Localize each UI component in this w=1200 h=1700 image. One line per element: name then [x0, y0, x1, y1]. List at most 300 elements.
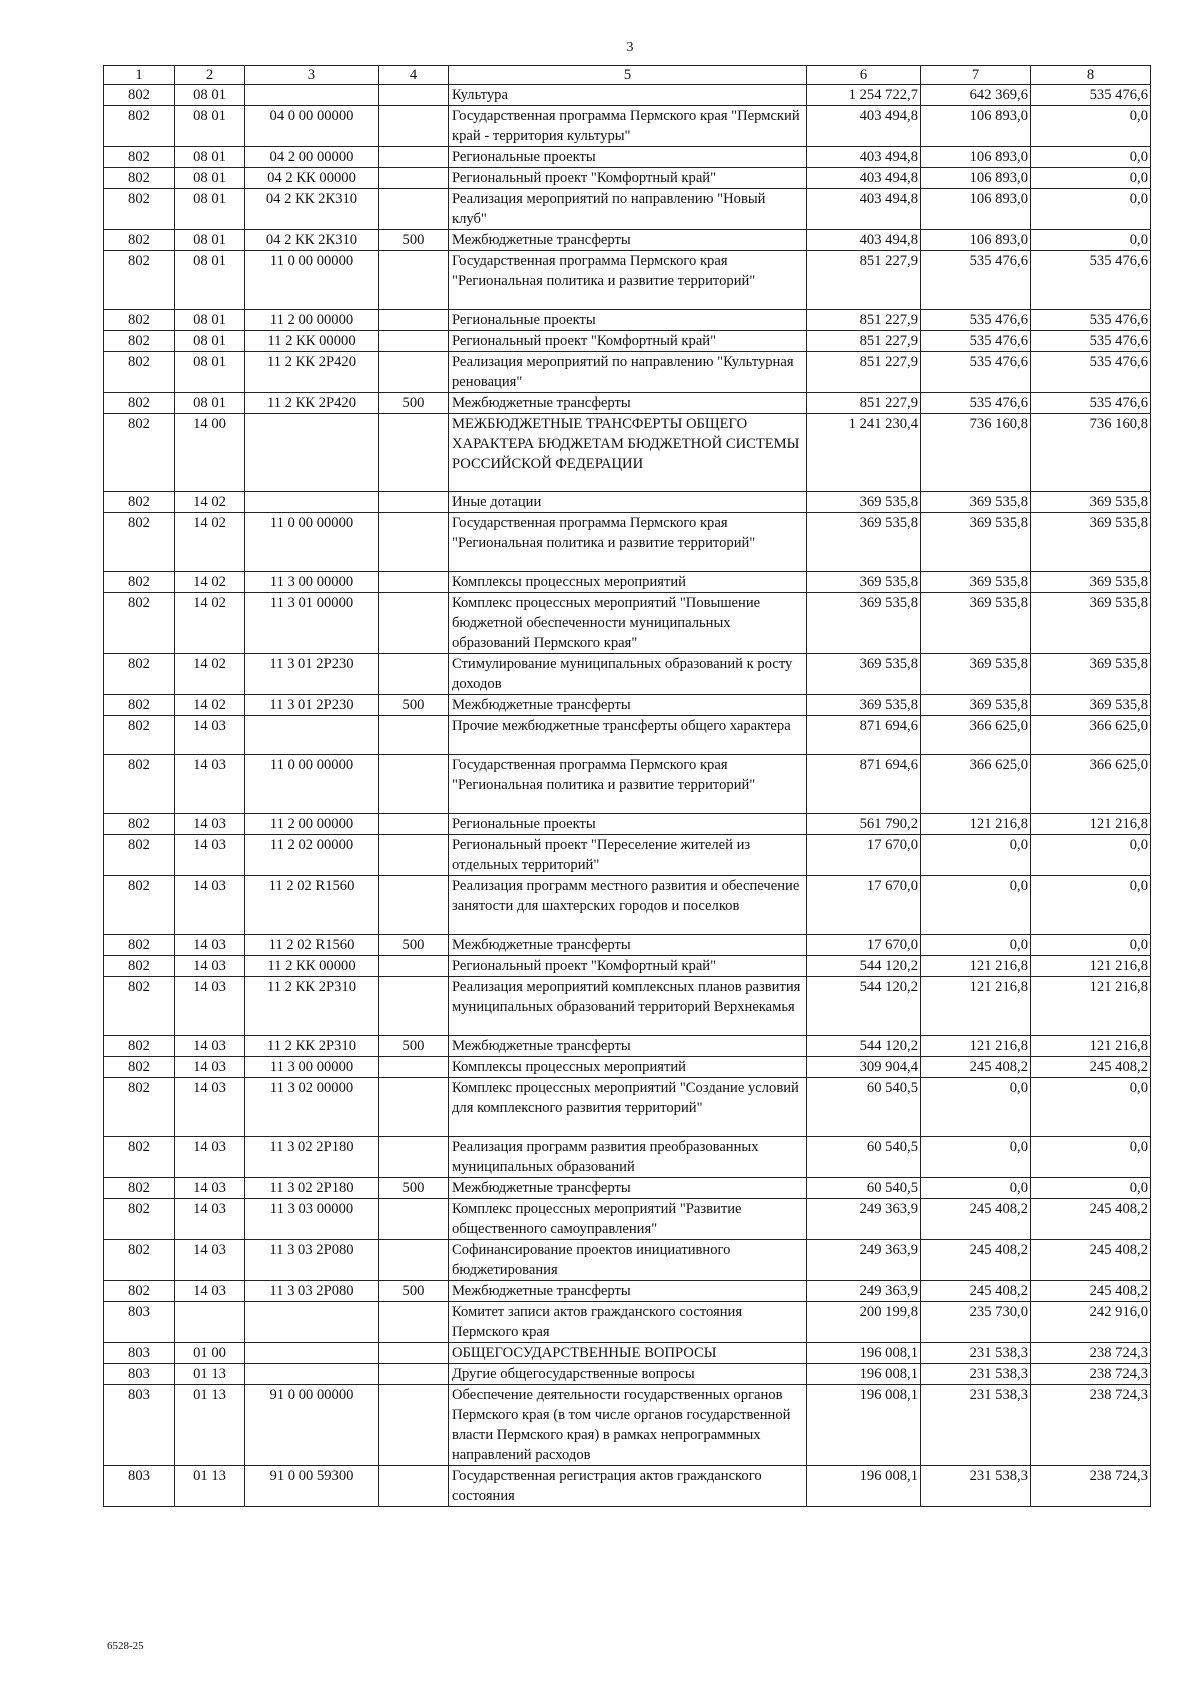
- cell-target-code: [245, 492, 379, 513]
- cell-target-code: 04 2 КК 2К310: [245, 189, 379, 230]
- cell-name: Региональный проект "Переселение жителей из отдельных территорий": [449, 835, 807, 876]
- cell-name: Государственная программа Пермского края "Региональная политика и развитие территорий": [449, 251, 807, 310]
- cell-amount-8: 0,0: [1031, 189, 1151, 230]
- cell-target-code: 11 2 02 R1560: [245, 935, 379, 956]
- cell-name: Региональные проекты: [449, 310, 807, 331]
- table-row: [104, 716, 1151, 755]
- table-row: [104, 85, 1151, 106]
- cell-amount-6: 249 363,9: [807, 1281, 921, 1302]
- cell-amount-8: 535 476,6: [1031, 393, 1151, 414]
- cell-amount-7: 235 730,0: [921, 1302, 1031, 1343]
- column-header: 1: [104, 66, 175, 85]
- cell-amount-6: 871 694,6: [807, 755, 921, 814]
- cell-name: Комплексы процессных мероприятий: [449, 1057, 807, 1078]
- cell-target-code: 11 2 00 00000: [245, 310, 379, 331]
- column-header: 2: [175, 66, 245, 85]
- cell-name: Прочие межбюджетные трансферты общего характера: [449, 716, 807, 755]
- cell-expense-type: [379, 1137, 449, 1178]
- cell-amount-7: 231 538,3: [921, 1364, 1031, 1385]
- table-row: [104, 230, 1151, 251]
- cell-target-code: 11 3 03 00000: [245, 1199, 379, 1240]
- cell-admin-code: 802: [104, 956, 175, 977]
- cell-amount-8: 535 476,6: [1031, 331, 1151, 352]
- cell-expense-type: [379, 1302, 449, 1343]
- cell-target-code: 11 3 01 00000: [245, 593, 379, 654]
- table-row: [104, 876, 1151, 935]
- cell-amount-8: 238 724,3: [1031, 1385, 1151, 1466]
- cell-amount-6: 369 535,8: [807, 654, 921, 695]
- cell-amount-7: 121 216,8: [921, 977, 1031, 1036]
- cell-target-code: 11 3 02 2Р180: [245, 1137, 379, 1178]
- cell-section-code: 08 01: [175, 331, 245, 352]
- cell-expense-type: [379, 876, 449, 935]
- table-row: [104, 572, 1151, 593]
- budget-table: [103, 65, 1151, 1507]
- cell-amount-6: 17 670,0: [807, 876, 921, 935]
- cell-target-code: 11 2 КК 00000: [245, 331, 379, 352]
- cell-section-code: [175, 1302, 245, 1343]
- cell-admin-code: 802: [104, 189, 175, 230]
- cell-amount-6: 249 363,9: [807, 1199, 921, 1240]
- cell-amount-7: 0,0: [921, 876, 1031, 935]
- cell-amount-7: 231 538,3: [921, 1466, 1031, 1507]
- cell-section-code: 14 03: [175, 1137, 245, 1178]
- cell-section-code: 14 03: [175, 1178, 245, 1199]
- cell-expense-type: [379, 814, 449, 835]
- cell-amount-7: 106 893,0: [921, 168, 1031, 189]
- cell-amount-6: 561 790,2: [807, 814, 921, 835]
- table-row: [104, 189, 1151, 230]
- cell-admin-code: 802: [104, 1078, 175, 1137]
- cell-amount-7: 366 625,0: [921, 755, 1031, 814]
- cell-amount-7: 106 893,0: [921, 230, 1031, 251]
- cell-amount-6: 17 670,0: [807, 935, 921, 956]
- cell-amount-6: 851 227,9: [807, 331, 921, 352]
- cell-expense-type: 500: [379, 1281, 449, 1302]
- cell-amount-6: 403 494,8: [807, 147, 921, 168]
- cell-expense-type: [379, 1240, 449, 1281]
- table-row: [104, 147, 1151, 168]
- cell-target-code: 11 2 КК 2Р420: [245, 393, 379, 414]
- cell-target-code: 11 2 02 00000: [245, 835, 379, 876]
- cell-amount-8: 0,0: [1031, 876, 1151, 935]
- cell-amount-6: 1 241 230,4: [807, 414, 921, 492]
- cell-section-code: 14 03: [175, 1240, 245, 1281]
- cell-amount-6: 369 535,8: [807, 513, 921, 572]
- cell-amount-8: 121 216,8: [1031, 814, 1151, 835]
- cell-expense-type: [379, 513, 449, 572]
- cell-amount-8: 245 408,2: [1031, 1240, 1151, 1281]
- cell-name: Стимулирование муниципальных образований к росту доходов: [449, 654, 807, 695]
- cell-name: Комплекс процессных мероприятий "Создание условий для комплексного развития территорий": [449, 1078, 807, 1137]
- cell-amount-7: 369 535,8: [921, 572, 1031, 593]
- table-row: [104, 1364, 1151, 1385]
- cell-amount-8: 369 535,8: [1031, 593, 1151, 654]
- cell-name: Межбюджетные трансферты: [449, 1036, 807, 1057]
- cell-amount-7: 106 893,0: [921, 147, 1031, 168]
- cell-amount-8: 242 916,0: [1031, 1302, 1151, 1343]
- table-row: [104, 414, 1151, 492]
- cell-admin-code: 802: [104, 716, 175, 755]
- cell-admin-code: 802: [104, 230, 175, 251]
- cell-amount-7: 231 538,3: [921, 1385, 1031, 1466]
- table-row: [104, 393, 1151, 414]
- cell-amount-6: 369 535,8: [807, 492, 921, 513]
- cell-expense-type: [379, 572, 449, 593]
- cell-name: Межбюджетные трансферты: [449, 230, 807, 251]
- cell-amount-6: 60 540,5: [807, 1178, 921, 1199]
- cell-target-code: 11 0 00 00000: [245, 513, 379, 572]
- cell-amount-8: 245 408,2: [1031, 1281, 1151, 1302]
- cell-expense-type: [379, 106, 449, 147]
- cell-amount-7: 106 893,0: [921, 106, 1031, 147]
- cell-amount-6: 196 008,1: [807, 1343, 921, 1364]
- cell-target-code: 91 0 00 00000: [245, 1385, 379, 1466]
- cell-admin-code: 802: [104, 1240, 175, 1281]
- cell-section-code: 08 01: [175, 85, 245, 106]
- cell-expense-type: 500: [379, 393, 449, 414]
- column-header: 5: [449, 66, 807, 85]
- page-number: 3: [626, 40, 634, 55]
- cell-section-code: 14 03: [175, 814, 245, 835]
- cell-target-code: 11 2 КК 2Р310: [245, 1036, 379, 1057]
- table-row: [104, 1466, 1151, 1507]
- cell-name: Софинансирование проектов инициативного бюджетирования: [449, 1240, 807, 1281]
- cell-expense-type: [379, 1364, 449, 1385]
- cell-expense-type: [379, 716, 449, 755]
- cell-amount-6: 200 199,8: [807, 1302, 921, 1343]
- cell-target-code: 04 2 КК 2К310: [245, 230, 379, 251]
- cell-amount-6: 196 008,1: [807, 1364, 921, 1385]
- cell-amount-6: 544 120,2: [807, 956, 921, 977]
- cell-section-code: 08 01: [175, 189, 245, 230]
- table-row: [104, 1036, 1151, 1057]
- table-row: [104, 1057, 1151, 1078]
- cell-name: Межбюджетные трансферты: [449, 1178, 807, 1199]
- cell-name: Государственная программа Пермского края "Региональная политика и развитие территорий": [449, 513, 807, 572]
- cell-amount-8: 0,0: [1031, 1078, 1151, 1137]
- cell-section-code: 01 13: [175, 1385, 245, 1466]
- cell-amount-8: 245 408,2: [1031, 1199, 1151, 1240]
- cell-target-code: [245, 85, 379, 106]
- cell-section-code: 14 02: [175, 492, 245, 513]
- cell-name: Комплексы процессных мероприятий: [449, 572, 807, 593]
- cell-name: Комплекс процессных мероприятий "Повышение бюджетной обеспеченности муниципальных образований Пермского края": [449, 593, 807, 654]
- cell-section-code: 14 03: [175, 1281, 245, 1302]
- cell-expense-type: [379, 1199, 449, 1240]
- cell-amount-6: 369 535,8: [807, 593, 921, 654]
- cell-section-code: 08 01: [175, 147, 245, 168]
- cell-expense-type: [379, 352, 449, 393]
- cell-section-code: 08 01: [175, 106, 245, 147]
- cell-name: Межбюджетные трансферты: [449, 695, 807, 716]
- cell-target-code: [245, 414, 379, 492]
- cell-target-code: 04 0 00 00000: [245, 106, 379, 147]
- cell-amount-6: 403 494,8: [807, 189, 921, 230]
- cell-amount-6: 544 120,2: [807, 1036, 921, 1057]
- cell-amount-7: 535 476,6: [921, 310, 1031, 331]
- cell-admin-code: 802: [104, 1036, 175, 1057]
- cell-admin-code: 802: [104, 393, 175, 414]
- cell-section-code: 14 03: [175, 755, 245, 814]
- cell-admin-code: 802: [104, 654, 175, 695]
- cell-amount-6: 196 008,1: [807, 1466, 921, 1507]
- cell-section-code: 14 02: [175, 695, 245, 716]
- cell-section-code: 01 13: [175, 1364, 245, 1385]
- cell-amount-8: 0,0: [1031, 1137, 1151, 1178]
- cell-amount-8: 238 724,3: [1031, 1466, 1151, 1507]
- cell-expense-type: [379, 147, 449, 168]
- cell-expense-type: 500: [379, 695, 449, 716]
- cell-section-code: 14 03: [175, 935, 245, 956]
- cell-name: Региональные проекты: [449, 147, 807, 168]
- cell-amount-8: 121 216,8: [1031, 956, 1151, 977]
- cell-expense-type: [379, 1385, 449, 1466]
- cell-name: Межбюджетные трансферты: [449, 393, 807, 414]
- cell-name: Комитет записи актов гражданского состояния Пермского края: [449, 1302, 807, 1343]
- cell-amount-8: 535 476,6: [1031, 251, 1151, 310]
- cell-admin-code: 802: [104, 814, 175, 835]
- cell-amount-8: 0,0: [1031, 168, 1151, 189]
- cell-expense-type: [379, 310, 449, 331]
- cell-amount-6: 851 227,9: [807, 352, 921, 393]
- cell-amount-8: 535 476,6: [1031, 352, 1151, 393]
- cell-amount-7: 642 369,6: [921, 85, 1031, 106]
- table-row: [104, 1385, 1151, 1466]
- cell-admin-code: 802: [104, 513, 175, 572]
- cell-section-code: 08 01: [175, 230, 245, 251]
- cell-amount-7: 369 535,8: [921, 593, 1031, 654]
- cell-amount-7: 245 408,2: [921, 1281, 1031, 1302]
- cell-admin-code: 802: [104, 106, 175, 147]
- cell-amount-8: 366 625,0: [1031, 716, 1151, 755]
- table-row: [104, 168, 1151, 189]
- table-body: [104, 85, 1151, 1507]
- cell-admin-code: 802: [104, 1199, 175, 1240]
- cell-amount-7: 736 160,8: [921, 414, 1031, 492]
- cell-admin-code: 802: [104, 331, 175, 352]
- cell-name: Межбюджетные трансферты: [449, 1281, 807, 1302]
- cell-amount-7: 0,0: [921, 1078, 1031, 1137]
- cell-name: Региональный проект "Комфортный край": [449, 331, 807, 352]
- table-row: [104, 310, 1151, 331]
- cell-name: Государственная программа Пермского края "Региональная политика и развитие территорий": [449, 755, 807, 814]
- cell-expense-type: [379, 1057, 449, 1078]
- cell-amount-8: 0,0: [1031, 935, 1151, 956]
- table-row: [104, 956, 1151, 977]
- cell-target-code: 04 2 00 00000: [245, 147, 379, 168]
- cell-section-code: 08 01: [175, 393, 245, 414]
- cell-amount-8: 238 724,3: [1031, 1364, 1151, 1385]
- cell-admin-code: 803: [104, 1385, 175, 1466]
- column-header: 4: [379, 66, 449, 85]
- cell-section-code: 08 01: [175, 251, 245, 310]
- table-row: [104, 695, 1151, 716]
- header-row: [104, 66, 1151, 85]
- cell-amount-7: 0,0: [921, 1178, 1031, 1199]
- cell-admin-code: 802: [104, 1057, 175, 1078]
- cell-amount-6: 369 535,8: [807, 572, 921, 593]
- column-header: 7: [921, 66, 1031, 85]
- cell-amount-7: 369 535,8: [921, 654, 1031, 695]
- cell-target-code: 11 2 02 R1560: [245, 876, 379, 935]
- cell-amount-7: 121 216,8: [921, 1036, 1031, 1057]
- table-row: [104, 977, 1151, 1036]
- cell-admin-code: 802: [104, 755, 175, 814]
- cell-admin-code: 802: [104, 352, 175, 393]
- table-row: [104, 814, 1151, 835]
- cell-admin-code: 802: [104, 492, 175, 513]
- table-row: [104, 513, 1151, 572]
- cell-admin-code: 802: [104, 593, 175, 654]
- cell-name: Региональный проект "Комфортный край": [449, 956, 807, 977]
- cell-amount-8: 0,0: [1031, 106, 1151, 147]
- cell-target-code: 11 0 00 00000: [245, 755, 379, 814]
- cell-amount-6: 249 363,9: [807, 1240, 921, 1281]
- table-row: [104, 755, 1151, 814]
- cell-amount-8: 369 535,8: [1031, 492, 1151, 513]
- cell-amount-6: 369 535,8: [807, 695, 921, 716]
- cell-amount-6: 544 120,2: [807, 977, 921, 1036]
- table-row: [104, 1302, 1151, 1343]
- table-row: [104, 331, 1151, 352]
- cell-section-code: 14 03: [175, 716, 245, 755]
- cell-name: Реализация программ местного развития и обеспечение занятости для шахтерских городов и поселков: [449, 876, 807, 935]
- cell-expense-type: 500: [379, 230, 449, 251]
- cell-admin-code: 803: [104, 1466, 175, 1507]
- cell-amount-8: 0,0: [1031, 835, 1151, 876]
- cell-amount-8: 736 160,8: [1031, 414, 1151, 492]
- cell-amount-8: 0,0: [1031, 230, 1151, 251]
- cell-amount-8: 366 625,0: [1031, 755, 1151, 814]
- cell-name: Реализация программ развития преобразованных муниципальных образований: [449, 1137, 807, 1178]
- cell-expense-type: [379, 85, 449, 106]
- cell-target-code: 11 2 00 00000: [245, 814, 379, 835]
- table-row: [104, 1199, 1151, 1240]
- cell-expense-type: [379, 654, 449, 695]
- cell-expense-type: [379, 1343, 449, 1364]
- cell-amount-7: 535 476,6: [921, 352, 1031, 393]
- cell-expense-type: [379, 1466, 449, 1507]
- cell-section-code: 14 02: [175, 513, 245, 572]
- cell-target-code: [245, 1343, 379, 1364]
- cell-admin-code: 802: [104, 310, 175, 331]
- cell-amount-6: 851 227,9: [807, 251, 921, 310]
- cell-target-code: 11 3 02 00000: [245, 1078, 379, 1137]
- column-header: 8: [1031, 66, 1151, 85]
- table-row: [104, 935, 1151, 956]
- cell-target-code: 11 3 03 2Р080: [245, 1240, 379, 1281]
- cell-section-code: 14 02: [175, 654, 245, 695]
- cell-name: МЕЖБЮДЖЕТНЫЕ ТРАНСФЕРТЫ ОБЩЕГО ХАРАКТЕРА БЮДЖЕТАМ БЮДЖЕТНОЙ СИСТЕМЫ РОССИЙСКОЙ ФЕДЕРАЦИИ: [449, 414, 807, 492]
- cell-amount-7: 369 535,8: [921, 513, 1031, 572]
- table-row: [104, 593, 1151, 654]
- cell-section-code: 14 03: [175, 1036, 245, 1057]
- cell-admin-code: 802: [104, 168, 175, 189]
- cell-name: Обеспечение деятельности государственных органов Пермского края (в том числе органов государственной власти Пермского края) в рамках непрограммных направлений расходов: [449, 1385, 807, 1466]
- cell-target-code: 11 3 02 2Р180: [245, 1178, 379, 1199]
- cell-amount-8: 369 535,8: [1031, 654, 1151, 695]
- cell-section-code: 08 01: [175, 310, 245, 331]
- cell-amount-8: 121 216,8: [1031, 1036, 1151, 1057]
- cell-amount-8: 535 476,6: [1031, 85, 1151, 106]
- cell-expense-type: 500: [379, 935, 449, 956]
- cell-amount-7: 369 535,8: [921, 492, 1031, 513]
- cell-section-code: 14 03: [175, 876, 245, 935]
- cell-amount-8: 245 408,2: [1031, 1057, 1151, 1078]
- cell-amount-7: 245 408,2: [921, 1057, 1031, 1078]
- table-row: [104, 1078, 1151, 1137]
- cell-amount-6: 871 694,6: [807, 716, 921, 755]
- cell-section-code: 14 03: [175, 977, 245, 1036]
- cell-target-code: 91 0 00 59300: [245, 1466, 379, 1507]
- cell-admin-code: 803: [104, 1302, 175, 1343]
- cell-admin-code: 802: [104, 835, 175, 876]
- cell-amount-7: 231 538,3: [921, 1343, 1031, 1364]
- cell-amount-7: 0,0: [921, 935, 1031, 956]
- cell-expense-type: [379, 168, 449, 189]
- cell-name: Государственная программа Пермского края "Пермский край - территория культуры": [449, 106, 807, 147]
- document-code: 6528-25: [107, 1640, 144, 1652]
- cell-amount-8: 0,0: [1031, 147, 1151, 168]
- column-header: 3: [245, 66, 379, 85]
- cell-amount-8: 369 535,8: [1031, 513, 1151, 572]
- cell-section-code: 14 03: [175, 1057, 245, 1078]
- cell-amount-7: 535 476,6: [921, 251, 1031, 310]
- cell-amount-8: 369 535,8: [1031, 572, 1151, 593]
- cell-expense-type: [379, 251, 449, 310]
- cell-amount-6: 403 494,8: [807, 230, 921, 251]
- cell-target-code: 11 2 КК 2Р420: [245, 352, 379, 393]
- cell-amount-8: 0,0: [1031, 1178, 1151, 1199]
- table-row: [104, 352, 1151, 393]
- cell-target-code: 11 2 КК 2Р310: [245, 977, 379, 1036]
- column-header: 6: [807, 66, 921, 85]
- cell-amount-6: 60 540,5: [807, 1137, 921, 1178]
- cell-target-code: 04 2 КК 00000: [245, 168, 379, 189]
- cell-expense-type: [379, 189, 449, 230]
- table-row: [104, 251, 1151, 310]
- cell-name: Иные дотации: [449, 492, 807, 513]
- cell-section-code: 14 02: [175, 572, 245, 593]
- table-row: [104, 1343, 1151, 1364]
- cell-admin-code: 802: [104, 935, 175, 956]
- cell-admin-code: 802: [104, 1281, 175, 1302]
- table-row: [104, 1178, 1151, 1199]
- cell-admin-code: 802: [104, 85, 175, 106]
- table-row: [104, 654, 1151, 695]
- cell-expense-type: [379, 414, 449, 492]
- cell-name: Комплекс процессных мероприятий "Развитие общественного самоуправления": [449, 1199, 807, 1240]
- cell-amount-7: 121 216,8: [921, 956, 1031, 977]
- cell-name: Другие общегосударственные вопросы: [449, 1364, 807, 1385]
- cell-amount-6: 196 008,1: [807, 1385, 921, 1466]
- cell-amount-6: 60 540,5: [807, 1078, 921, 1137]
- cell-expense-type: [379, 755, 449, 814]
- cell-admin-code: 802: [104, 695, 175, 716]
- cell-target-code: 11 0 00 00000: [245, 251, 379, 310]
- cell-section-code: 01 13: [175, 1466, 245, 1507]
- cell-amount-8: 535 476,6: [1031, 310, 1151, 331]
- cell-section-code: 01 00: [175, 1343, 245, 1364]
- cell-name: Культура: [449, 85, 807, 106]
- cell-amount-7: 535 476,6: [921, 331, 1031, 352]
- cell-amount-6: 403 494,8: [807, 106, 921, 147]
- table-row: [104, 1137, 1151, 1178]
- cell-target-code: [245, 1364, 379, 1385]
- cell-expense-type: [379, 1078, 449, 1137]
- cell-name: ОБЩЕГОСУДАРСТВЕННЫЕ ВОПРОСЫ: [449, 1343, 807, 1364]
